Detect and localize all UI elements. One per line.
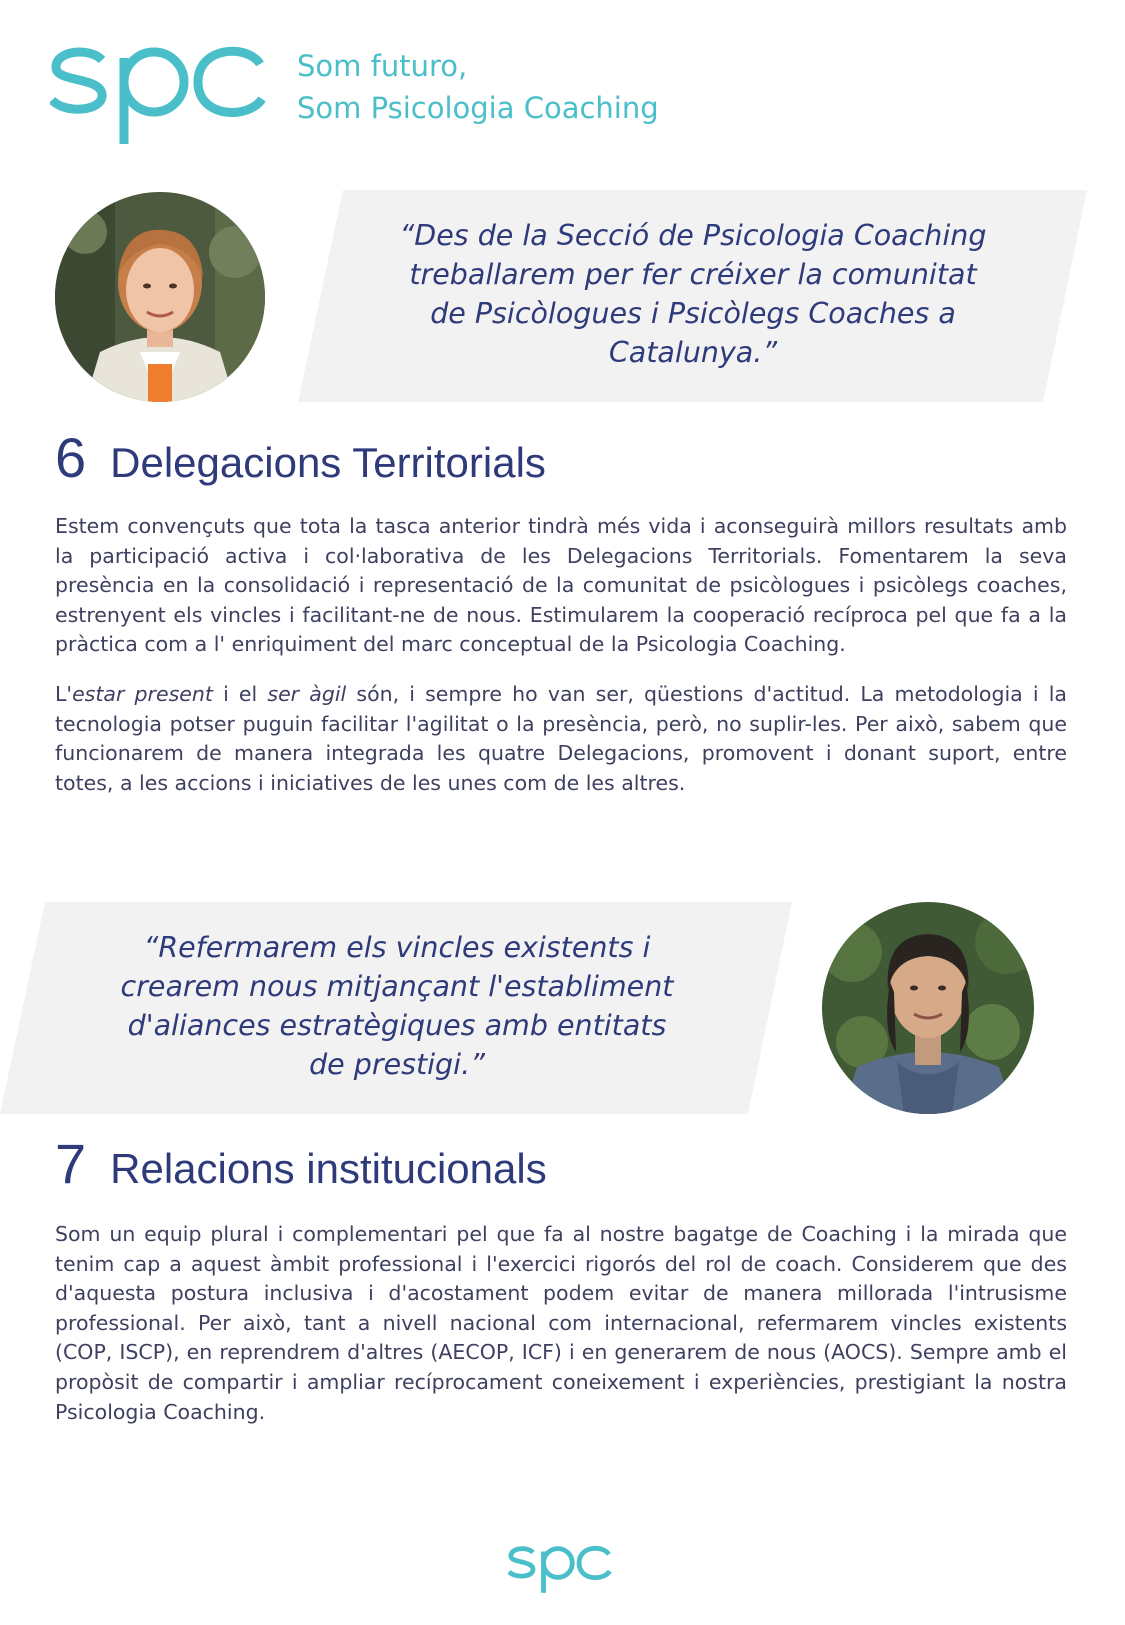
para2-text-c: són, i sempre ho van ser, qüestions d'actitud. La metodologia i la tecnologia potser puguin facilitar l'agilitat o la presència, però, no suplir-les. Per això, sabem que funcionarem de manera integrada les quatre Delegacions, promovent i donant suport, entre totes, a les accions i iniciatives de les unes com de les altres.	[55, 681, 1067, 795]
section-7-title: Relacions institucionals	[110, 1145, 547, 1192]
para2-text-b: i el	[212, 681, 268, 706]
section-6-heading	[55, 428, 546, 493]
spc-logo	[50, 44, 275, 149]
para2-emphasis-1: estar present	[72, 681, 213, 706]
quote-band-2	[0, 902, 792, 1114]
section-7-paragraph-1: Som un equip plural i complementari pel que fa al nostre bagatge de Coaching i la mirada que tenim cap a aquest àmbit professional i l'exercici rigorós del rol de coach. Considerem que des d'aquesta postura inclusiva i d'acostament podem evitar de manera millorada l'intrusisme professional. Per això, tant a nivell nacional com internacional, refermarem vincles existents (COP, ISCP), en reprendrem d'altres (AECOP, ICF) i en generarem de nous (AOCS). Sempre amb el propòsit de compartir i ampliar recíprocament coneixement i experiències, prestigiant la nostra Psicologia Coaching.	[55, 1222, 1067, 1424]
portrait-woman	[55, 192, 265, 402]
tagline	[297, 45, 659, 129]
section-7-number: 7	[55, 1132, 87, 1195]
para2-text-a: L'	[55, 681, 73, 706]
section-6-title: Delegacions Territorials	[110, 439, 546, 486]
section-6-paragraph-1: Estem convençuts que tota la tasca anterior tindrà més vida i aconseguirà millors resultats amb la participació activa i col·laborativa de les Delegacions Territorials. Fomentarem la seva presència en la consolidació i representació de la comunitat de psicòlogues i psicòlegs coaches, estrenyent els vincles i facilitant-ne de nous. Estimularem la cooperació recíproca pel que fa a la pràctica com a l' enriquiment del marc conceptual de la Psicologia Coaching.	[55, 514, 1067, 657]
portrait-man	[822, 902, 1034, 1114]
para2-emphasis-2: ser àgil	[267, 681, 347, 706]
footer-spc-logo	[508, 1540, 616, 1600]
section-6-body	[55, 512, 1067, 818]
tagline-line-1: Som futuro,	[297, 49, 468, 83]
section-7-heading	[55, 1134, 547, 1199]
quote-text-2: “Refermarem els vincles existents i crearem nous mitjançant l'establiment d'aliances estratègiques amb entitats de prestigi.”	[120, 931, 674, 1081]
section-6-number: 6	[55, 426, 87, 489]
section-7-body	[55, 1220, 1067, 1447]
quote-band-1	[298, 190, 1125, 402]
tagline-line-2: Som Psicologia Coaching	[297, 91, 659, 125]
section-6-paragraph-2	[55, 680, 1067, 798]
quote-text-1: “Des de la Secció de Psicologia Coaching treballarem per fer créixer la comunitat de Psicòlogues i Psicòlegs Coaches a Catalunya.”	[399, 219, 987, 369]
